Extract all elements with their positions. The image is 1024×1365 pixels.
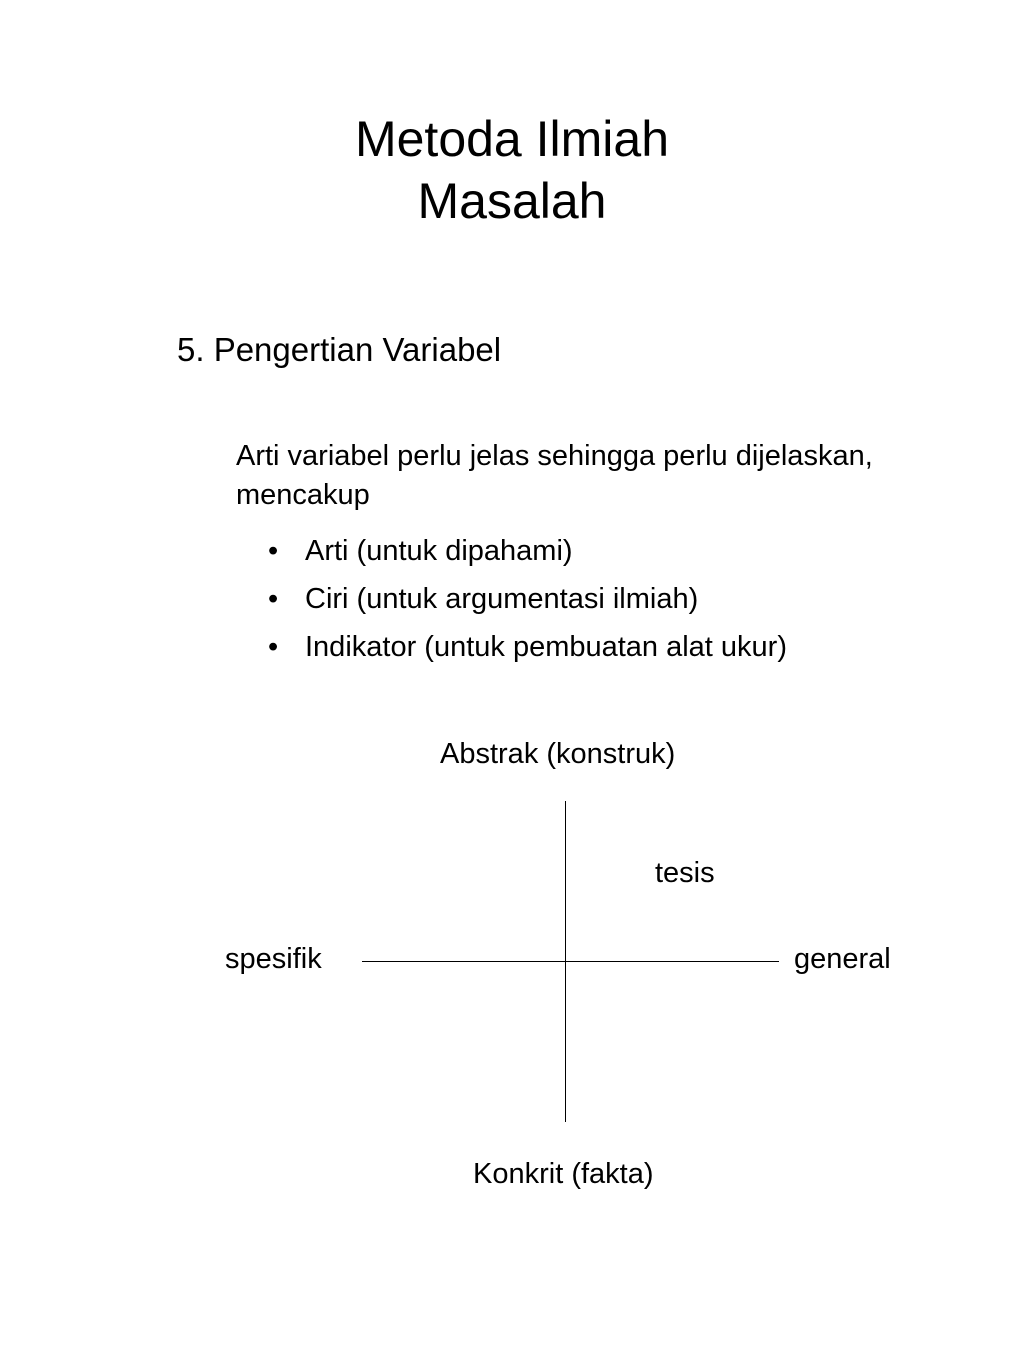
- axis-bottom-label: Konkrit (fakta): [473, 1158, 654, 1190]
- quadrant-label: tesis: [655, 857, 715, 889]
- bullet-item: [268, 623, 787, 671]
- bullet-item: [268, 527, 787, 575]
- axis-left-label: spesifik: [225, 943, 322, 975]
- axis-right-label: general: [794, 943, 891, 975]
- bullet-item-text: Indikator (untuk pembuatan alat ukur): [305, 631, 787, 663]
- slide-title: [0, 108, 1024, 232]
- slide-title-line-2: Masalah: [417, 173, 607, 229]
- bullet-item-text: Ciri (untuk argumentasi ilmiah): [305, 583, 699, 615]
- bullet-list: [268, 527, 787, 671]
- bullet-icon: •: [268, 631, 279, 663]
- bullet-icon: •: [268, 535, 279, 567]
- axis-top-label: Abstrak (konstruk): [440, 738, 676, 770]
- section-heading: 5. Pengertian Variabel: [177, 331, 502, 368]
- bullet-item: [268, 575, 787, 623]
- horizontal-axis-line: [362, 961, 779, 962]
- bullet-item-text: Arti (untuk dipahami): [305, 535, 573, 567]
- bullet-icon: •: [268, 583, 279, 615]
- slide-title-line-1: Metoda Ilmiah: [354, 111, 670, 167]
- intro-paragraph: Arti variabel perlu jelas sehingga perlu dijelaskan, mencakup: [236, 440, 873, 511]
